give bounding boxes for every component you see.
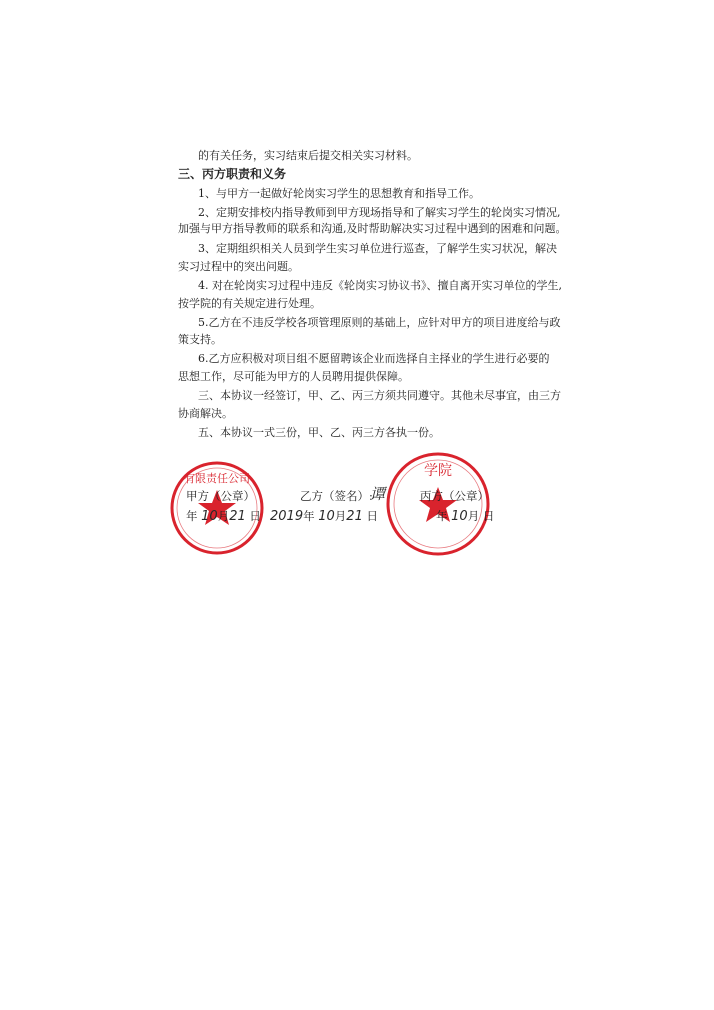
party-b-label: 乙方（签名）: xyxy=(300,489,373,503)
party-c-day-char: 日 xyxy=(482,509,495,523)
party-a-day-char: 日 xyxy=(249,509,261,523)
party-c-month: 10 xyxy=(451,509,468,524)
text-line: 加强与甲方指导教师的联系和沟通,及时帮助解决实习过程中遇到的困难和问题。 xyxy=(178,222,567,235)
text-line: 五、本协议一式三份，甲、乙、丙三方各执一份。 xyxy=(198,426,440,439)
text-line: 3、定期组织相关人员到学生实习单位进行巡查，了解学生实习状况，解决 xyxy=(198,242,557,255)
party-c-month-char: 月 xyxy=(467,509,480,523)
party-a-month-char: 月 xyxy=(217,509,230,523)
party-c-label: 丙方（公章） xyxy=(420,489,489,503)
party-b-month-char: 月 xyxy=(334,509,347,523)
party-a-month: 10 xyxy=(201,509,218,524)
text-line: 策支持。 xyxy=(178,333,222,346)
party-a-year-char: 年 xyxy=(186,509,198,523)
text-line: 三、本协议一经签订，甲、乙、丙三方须共同遵守。其他未尽事宜，由三方 xyxy=(198,389,561,402)
party-a-date xyxy=(186,508,261,524)
text-line: 6.乙方应积极对项目组不愿留聘该企业而选择自主择业的学生进行必要的 xyxy=(198,352,550,365)
party-b-month: 10 xyxy=(318,509,335,524)
party-b-handwritten-signature: 谭 xyxy=(370,485,386,503)
party-b-day: 21 xyxy=(346,509,363,524)
text-line: 的有关任务，实习结束后提交相关实习材料。 xyxy=(198,149,418,162)
party-c-seal xyxy=(383,449,493,559)
party-b-day-char: 日 xyxy=(366,509,378,523)
text-line: 2、定期安排校内指导教师到甲方现场指导和了解实习学生的轮岗实习情况, xyxy=(198,206,561,219)
party-b-date xyxy=(270,508,378,524)
text-line: 按学院的有关规定进行处理。 xyxy=(178,297,321,310)
text-line: 实习过程中的突出问题。 xyxy=(178,260,299,273)
text-line: 5.乙方在不违反学校各项管理原则的基础上，应针对甲方的项目进度给与政 xyxy=(198,316,561,329)
party-c-date xyxy=(436,508,494,524)
party-b-year-char: 年 xyxy=(303,509,315,523)
party-a-day: 21 xyxy=(229,509,246,524)
party-a-seal-text: 有限责任公司 xyxy=(184,472,250,485)
party-b-year: 2019 xyxy=(270,509,304,524)
party-a-label: 甲方（公章） xyxy=(186,489,255,503)
text-line: 4. 对在轮岗实习过程中违反《轮岗实习协议书》、擅自离开实习单位的学生, xyxy=(198,279,562,292)
text-line: 1、与甲方一起做好轮岗实习学生的思想教育和指导工作。 xyxy=(198,187,480,200)
text-line: 协商解决。 xyxy=(178,407,233,420)
section-heading: 三、丙方职责和义务 xyxy=(178,167,287,181)
party-c-year-char: 年 xyxy=(436,509,448,523)
text-line: 思想工作，尽可能为甲方的人员聘用提供保障。 xyxy=(178,370,409,383)
party-c-seal-text: 学院 xyxy=(424,463,452,479)
